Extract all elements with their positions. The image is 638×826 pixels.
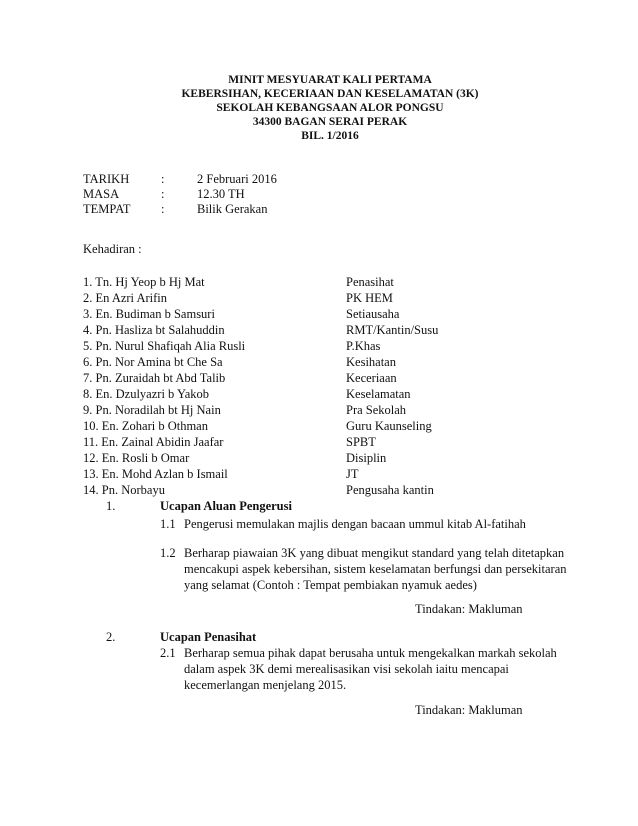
item-text: dalam aspek 3K demi merealisasikan visi sekolah iaitu mencapai: [184, 662, 509, 676]
item-text: kecemerlangan menjelang 2015.: [184, 678, 347, 692]
attendee-role: Kesihatan: [346, 355, 396, 369]
attendee-name: 2. En Azri Arifin: [83, 291, 168, 305]
document-subtitle: KEBERSIHAN, KECERIAAN DAN KESELAMATAN (3K): [181, 88, 479, 100]
item-text: yang selamat (Contoh : Tempat pembiakan nyamuk aedes): [184, 578, 477, 592]
school-address: 34300 BAGAN SERAI PERAK: [252, 116, 408, 128]
section-title: Ucapan Aluan Pengerusi: [160, 499, 292, 513]
attendee-role: Setiausaha: [346, 307, 400, 321]
item-text: mencakupi aspek kebersihan, sistem keselamatan berfungsi dan persekitaran: [184, 562, 567, 576]
attendee-name: 10. En. Zohari b Othman: [83, 419, 208, 433]
meta-label-time: MASA: [83, 187, 120, 201]
attendee-role: SPBT: [346, 435, 376, 449]
meta-separator: :: [161, 172, 165, 186]
meta-separator: :: [161, 187, 165, 201]
meta-value-place: Bilik Gerakan: [197, 202, 268, 216]
meta-label-date: TARIKH: [83, 172, 130, 186]
attendee-role: Disiplin: [346, 451, 387, 465]
attendee-name: 4. Pn. Hasliza bt Salahuddin: [83, 323, 225, 337]
item-number: 2.1: [160, 646, 176, 660]
section-number: 1.: [106, 499, 116, 513]
attendee-role: P.Khas: [346, 339, 381, 353]
item-number: 1.1: [160, 517, 176, 531]
attendee-role: PK HEM: [346, 291, 393, 305]
attendee-name: 12. En. Rosli b Omar: [83, 451, 190, 465]
attendee-role: Keceriaan: [346, 371, 397, 385]
item-text: Pengerusi memulakan majlis dengan bacaan ummul kitab Al-fatihah: [184, 517, 526, 531]
attendee-name: 11. En. Zainal Abidin Jaafar: [83, 435, 224, 449]
attendee-name: 13. En. Mohd Azlan b Ismail: [83, 467, 228, 481]
item-number: 1.2: [160, 546, 176, 560]
school-name: SEKOLAH KEBANGSAAN ALOR PONGSU: [216, 102, 444, 114]
attendee-role: Guru Kaunseling: [346, 419, 432, 433]
item-text: Berharap piawaian 3K yang dibuat mengikut standard yang telah ditetapkan: [184, 546, 565, 560]
meta-label-place: TEMPAT: [83, 202, 131, 216]
action-note: Tindakan: Makluman: [415, 703, 523, 717]
attendee-role: Pengusaha kantin: [346, 483, 434, 497]
attendee-role: Pra Sekolah: [346, 403, 407, 417]
attendee-name: 3. En. Budiman b Samsuri: [83, 307, 215, 321]
section-title: Ucapan Penasihat: [160, 630, 257, 644]
meta-value-time: 12.30 TH: [197, 187, 245, 201]
attendee-role: JT: [346, 467, 359, 481]
attendee-role: Keselamatan: [346, 387, 411, 401]
attendee-name: 6. Pn. Nor Amina bt Che Sa: [83, 355, 223, 369]
attendee-name: 1. Tn. Hj Yeop b Hj Mat: [83, 275, 205, 289]
document-title: MINIT MESYUARAT KALI PERTAMA: [228, 74, 432, 86]
meta-value-date: 2 Februari 2016: [197, 172, 277, 186]
meeting-number: BIL. 1/2016: [301, 130, 359, 142]
attendee-name: 14. Pn. Norbayu: [83, 483, 165, 497]
attendee-role: Penasihat: [346, 275, 394, 289]
attendance-heading: Kehadiran :: [83, 242, 142, 256]
attendee-name: 8. En. Dzulyazri b Yakob: [83, 387, 210, 401]
attendee-name: 9. Pn. Noradilah bt Hj Nain: [83, 403, 221, 417]
attendee-name: 5. Pn. Nurul Shafiqah Alia Rusli: [83, 339, 246, 353]
item-text: Berharap semua pihak dapat berusaha untuk mengekalkan markah sekolah: [184, 646, 557, 660]
attendee-name: 7. Pn. Zuraidah bt Abd Talib: [83, 371, 226, 385]
meta-separator: :: [161, 202, 165, 216]
section-number: 2.: [106, 630, 116, 644]
action-note: Tindakan: Makluman: [415, 602, 523, 616]
attendee-role: RMT/Kantin/Susu: [346, 323, 439, 337]
